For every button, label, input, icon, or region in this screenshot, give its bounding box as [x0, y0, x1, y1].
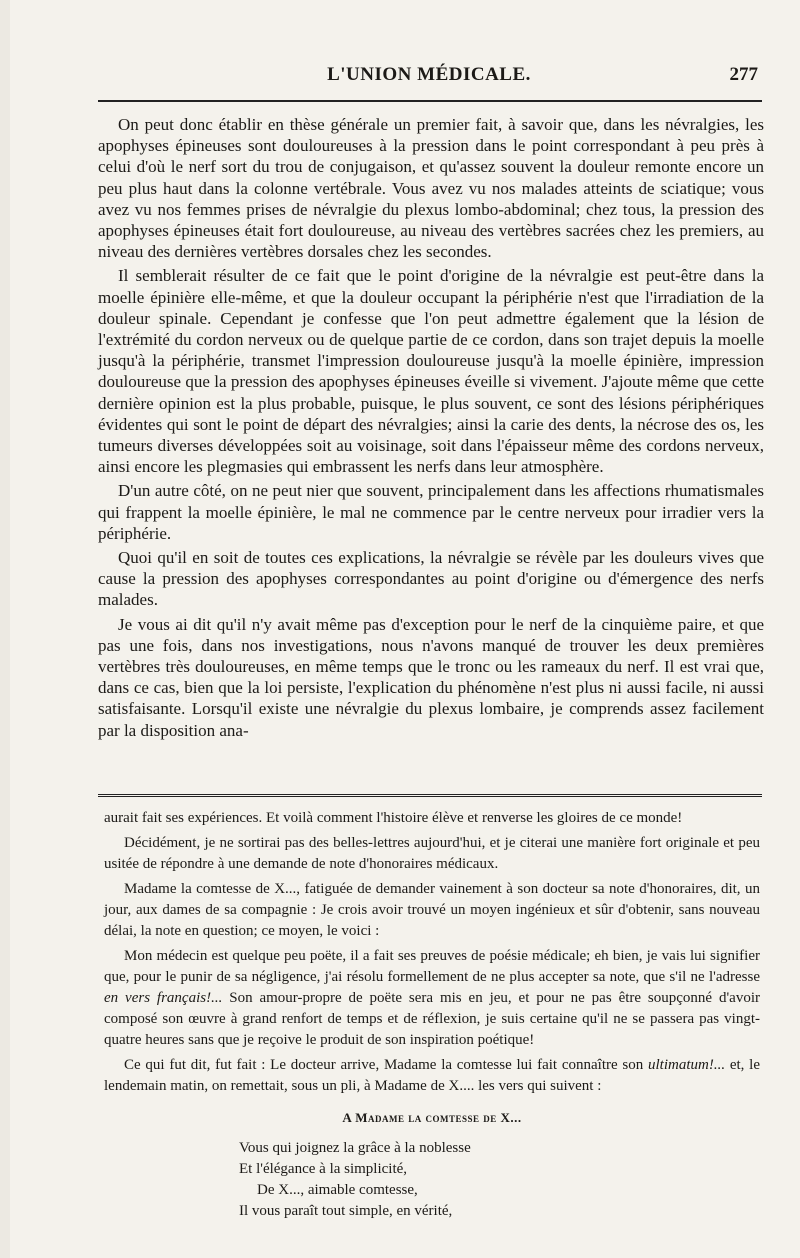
paragraph-text: Ce qui fut dit, fut fait : Le docteur arrive, Madame la comtesse lui fait connaître son	[124, 1057, 648, 1073]
poem	[239, 1138, 760, 1222]
feuilleton-paragraph: aurait fait ses expériences. Et voilà comment l'histoire élève et renverse les gloires de ce monde!	[104, 810, 683, 826]
paragraph-text: et, le lendemain matin, on remettait, sous un pli, à Madame de X.... les vers qui suivent :	[104, 1057, 761, 1094]
feuilleton-divider	[98, 794, 762, 799]
article-paragraph: Quoi qu'il en soit de toutes ces explications, la névralgie se révèle par les douleurs vives que cause la pression des apophyses correspondantes au point d'origine ou d'émergence des nerfs malades.	[98, 548, 764, 610]
poem-line: Il vous paraît tout simple, en vérité,	[239, 1203, 453, 1219]
feuilleton-paragraph: Madame la comtesse de X..., fatiguée de demander vainement à son docteur sa note d'honoraires, dit, un jour, aux dames de sa compagnie : Je crois avoir trouvé un moyen ingénieux et sûr d'obtenir, sans nouveau délai, la note en question; ce moyen, le voici :	[104, 881, 760, 939]
article-paragraph: D'un autre côté, on ne peut nier que souvent, principalement dans les affections rhumatismales qui frappent la moelle épinière, le mal ne commence par le centre nerveux pour irradier vers la périphérie.	[98, 481, 764, 543]
article-paragraph: Il semblerait résulter de ce fait que le point d'origine de la névralgie est peut-être dans la moelle épinière elle-même, et que la douleur occupant la périphérie n'est que l'irradiation de la douleur spinale. Cependant je confesse que l'on peut admettre également que la lésion de l'extrémité du cordon nerveux ou de quelque partie de ce cordon, dans son trajet depuis la moelle jusqu'à la périphérie, transmet l'impression douloureuse jusqu'à la moelle épinière, impression douloureuse que la pression des apophyses épineuses éveille si vivement. J'ajoute même que cette dernière opinion est la plus probable, puisque, le plus souvent, ce sont des lésions périphériques évidentes qui sont le point de départ des névralgies; ainsi la carie des dents, la nécrose des os, les tumeurs diverses développées soit au voisinage, soit dans l'épaisseur même des cordons nerveux, ainsi encore les plegmasies qui embrassent les nerfs dans leur atmosphère.	[98, 266, 764, 477]
paragraph-text: Son amour-propre de poëte sera mis en jeu, et pour ne pas être soupçonné d'avoir composé son œuvre à grand renfort de temps et de réflexion, je suis certaine qu'il ne se passera pas vingt-quatre heures sans que je reçoive le produit de son inspiration poétique!	[104, 990, 761, 1048]
main-article	[98, 114, 764, 744]
page-number: 277	[729, 64, 758, 85]
journal-title: L'UNION MÉDICALE.	[327, 64, 531, 85]
feuilleton-paragraph: Décidément, je ne sortirai pas des belles-lettres aujourd'hui, et je citerai une manière fort originale et peu usitée de répondre à une demande de note d'honoraires médicaux.	[104, 835, 760, 872]
article-paragraph: On peut donc établir en thèse générale un premier fait, à savoir que, dans les névralgies, les apophyses épineuses sont douloureuses à la pression dans le point correspondant à peu près à celui d'où le nerf sort du trou de conjugaison, et qu'assez souvent la douleur remonte encore un peu plus haut dans la colonne vertébrale. Vous avez vu nos malades atteints de sciatique; vous avez vu nos femmes prises de névralgie du plexus lombo-abdominal; chez tous, la pression des apophyses épineuses était fort douloureuse, au niveau des vertèbres sacrées chez les premiers, au niveau des dernières vertèbres dorsales chez les secondes.	[98, 115, 764, 262]
emphasis-text: ultimatum!...	[648, 1057, 726, 1073]
poem-title: A Madame la comtesse de X...	[342, 1110, 522, 1125]
feuilleton-paragraph	[104, 946, 760, 1051]
poem-line: Vous qui joignez la grâce à la noblesse	[239, 1140, 471, 1156]
feuilleton-section	[104, 808, 760, 1222]
header-rule	[98, 100, 762, 102]
paragraph-text: Mon médecin est quelque peu poëte, il a fait ses preuves de poésie médicale; eh bien, je vais lui signifier que, pour le punir de sa négligence, j'ai résolu formellement de ne plus accepter sa note, que s'il ne l'adresse	[104, 948, 760, 985]
article-paragraph: Je vous ai dit qu'il n'y avait même pas d'exception pour le nerf de la cinquième paire, et que pas une fois, dans nos investigations, nous n'avons manqué de trouver les deux premières vertèbres très douloureuses, en même temps que le tronc ou les rameaux du nerf. Il est vrai que, dans ce cas, bien que la loi persiste, l'explication du phénomène n'est plus ni aussi facile, ni aussi satisfaisante. Lorsqu'il existe une névralgie du plexus lombaire, je comprends assez facilement par la disposition ana-	[98, 614, 764, 740]
emphasis-text: en vers français!...	[104, 990, 223, 1006]
page-header	[98, 64, 760, 94]
feuilleton-paragraph	[104, 1055, 760, 1097]
poem-line: De X..., aimable comtesse,	[257, 1182, 418, 1198]
poem-line: Et l'élégance à la simplicité,	[239, 1161, 408, 1177]
